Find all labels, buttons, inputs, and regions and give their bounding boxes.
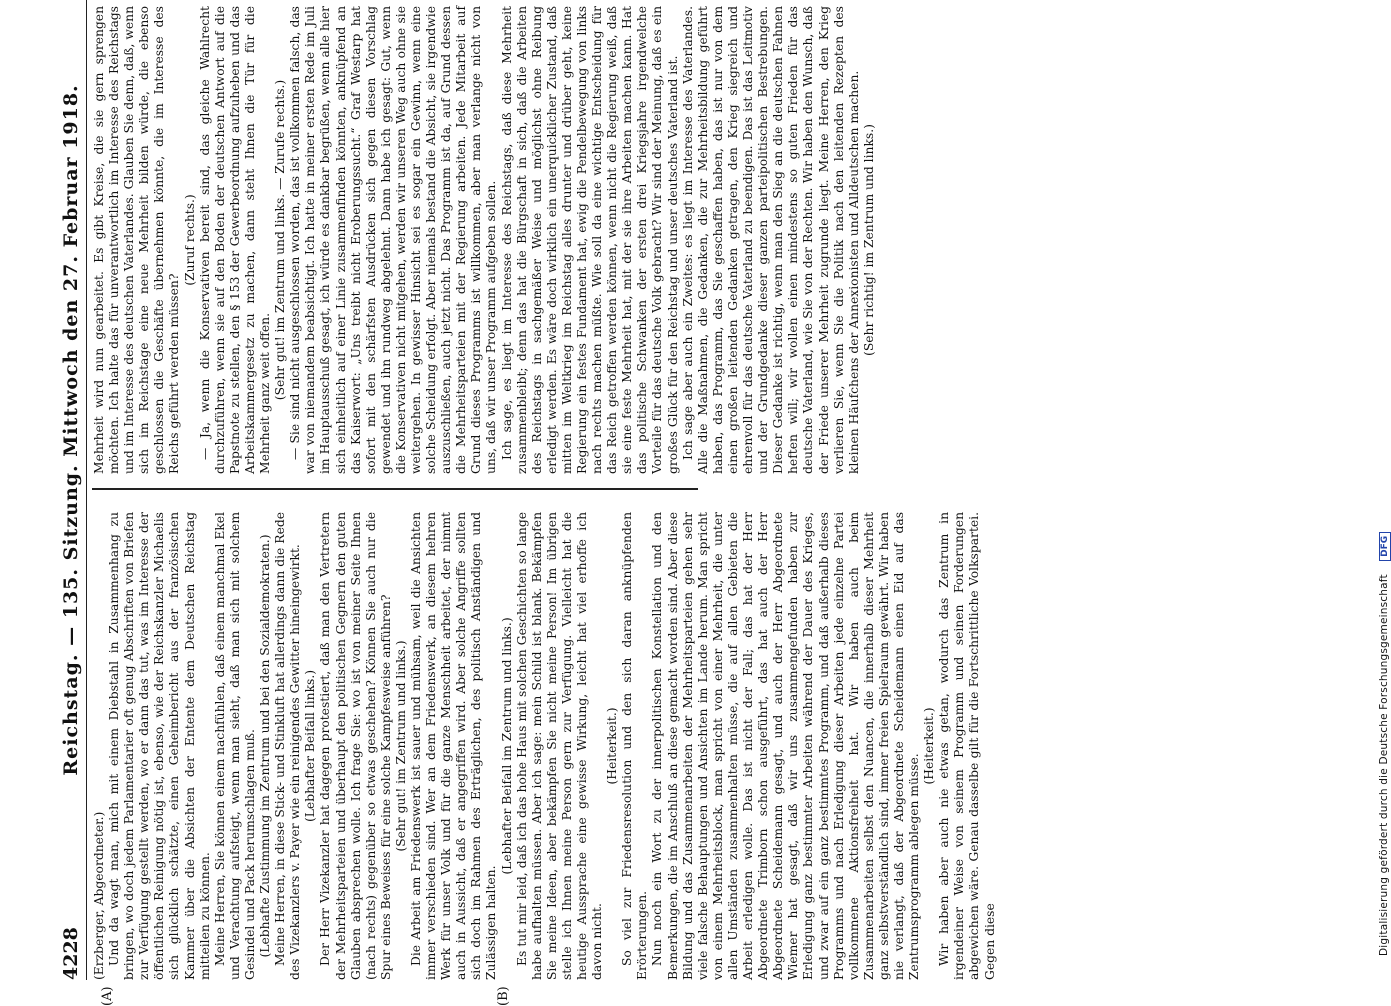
interjection: (Sehr gut! im Zentrum und links. — Zurufe rechts.): [273, 79, 288, 401]
interjection: (Lebhafter Beifall im Zentrum und links.): [499, 617, 514, 875]
left-paragraph: Und da wagt man, mich mit einem Diebstahl in Zusammenhang zu bringen, wo doch jedem Parlamentarier oft genug Abschriften von Briefen zur Verfügung gestellt werden, wo er dann das tut, was im Interesse der öffentlichen Reinigung nötig ist, ebenso, wie der Reichskanzler Michaelis sich glücklich schätzte, einen Geheimbericht aus der französischen Kammer über die Absichten der Entente dem Deutschen Reichstag mitteilen zu können.: [107, 512, 212, 980]
page-number: 4228: [60, 927, 82, 980]
right-paragraph: — Ja, wenn die Konservativen bereit sind, das gleiche Wahlrecht durchzuführen, wenn sie auf den Boden der deutschen Antwort auf die Papstnote zu stellen, den § 153 der Gewerbeordnung aufzuheben und das Arbeitskammergesetz zu machen, dann steht Ihnen die Tür für die Mehrheit ganz weit offen.: [197, 6, 273, 474]
left-paragraph: Die Arbeit am Friedenswerk ist sauer und mühsam, weil die Ansichten immer verschieden sind. Wer an dem Friedenswerk, an diesem hehren Werk für unser Volk und für die ganze Menschheit arbeitet, der nimmt auch in Aussicht, daß er angegriffen wird. Aber solche Angriffe sollten sich doch im Rahmen des Erträglichen, des politisch Anständigen und Zulässigen halten.: [408, 512, 499, 980]
rotated-page: [58, 0, 1318, 1006]
credit-text: Digitalisierung gefördert durch die Deutsche Forschungsgemeinschaft: [1378, 574, 1390, 956]
left-paragraph: So viel zur Friedensresolution und den sich daran anknüpfenden Erörterungen.: [620, 512, 650, 980]
right-paragraph: Ich sage aber auch ein Zweites: es liegt im Interesse des Vaterlandes. Alle die Maßnahmen, die Gedanken, die zur Mehrheitsbildung geführt haben, das Programm, das Sie geschaffen haben, das ist nur von dem einen großen leitenden Gedanken getragen, den Krieg siegreich und ehrenvoll für das deutsche Vaterland zu beendigen. Das ist das Leitmotiv und der Grundgedanke dieser ganzen parteipolitischen Bestrebungen. Dieser Gedanke ist richtig, wenn man den Sieg an die deutschen Fahnen heften will; wir wollen einen mindestens so guten Frieden für das deutsche Vaterland, wie Sie von der Rechten. Wir haben den Wunsch, daß der Friede unserer Mehrheit zugrunde liegt. Meine Herren, den Krieg verlieren Sie, wenn Sie die Politik nach den leitenden Rezepten des kleinen Häufchens der Annexionisten und Alldeutschen machen.: [680, 6, 861, 474]
right-text-column: [92, 6, 876, 474]
dfg-logo: DFG: [1379, 532, 1391, 561]
interjection: (Heiterkeit.): [605, 707, 620, 785]
left-paragraph: Es tut mir leid, daß ich das hohe Haus mit solchen Geschichten so lange habe aufhalten müssen. Aber ich sage: mein Schild ist blank. Bekämpfen Sie meine Ideen, aber bekämpfen Sie nicht meine Person! Im übrigen stelle ich Ihnen meine Person gern zur Verfügung. Vielleicht hat die heutige Aussprache eine gewisse Wirkung, leicht hat viel erhoffe ich davon nicht.: [514, 512, 605, 980]
left-paragraph: Meine Herren, in diese Stick- und Stinkluft hat allerdings dann die Rede des Vizekanzlers v. Payer wie ein reinigendes Gewitter hineingewirkt.: [273, 512, 303, 980]
margin-mark-b: (B): [496, 986, 511, 1006]
left-paragraph: Der Herr Vizekanzler hat dagegen protestiert, daß man den Vertretern der Mehrheitsparteien und überhaupt den politischen Gegnern den guten Glauben absprechen wolle. Ich frage Sie: wo ist von meiner Seite Ihnen (nach rechts) gegenüber so etwas geschehen? Können Sie auch nur die Spur eines Beweises für eine solche Kampfesweise anführen?: [318, 512, 393, 980]
left-paragraph: Nun noch ein Wort zu der innerpolitischen Konstellation und den Bemerkungen, die im Anschluß an diese gemacht worden sind. Aber diese Bildung und das Zusammenarbeiten der Mehrheitsparteien gehen sehr viele falsche Behauptungen und Ansichten im Lande herum. Man spricht von einem Mehrheitsblock, man spricht von einer Mehrheit, die unter allen Umständen zusammenhalten müsse, die auf allen Gebieten die Arbeit erledigen wolle. Das ist nicht der Fall; das hat der Herr Abgeordnete Trimborn schon ausgeführt, das hat auch der Herr Abgeordnete Scheidemann gesagt, und auch der Herr Abgeordnete Wiemer hat gesagt, daß wir uns zusammengefunden haben zur Erledigung ganz bestimmter Arbeiten während der Dauer des Krieges, und zwar auf ein ganz bestimmtes Programm, und daß außerhalb dieses Programms und nach Erledigung dieser Arbeiten jede einzelne Partei vollkommene Aktionsfreiheit hat. Wir haben auch beim Zusammenarbeiten selbst den Nuancen, die innerhalb dieser Mehrheit ganz selbstverständlich sind, immer freien Spielraum gewährt. Wir haben nie verlangt, daß der Abgeordnete Scheidemann einen Eid auf das Zentrumsprogramm ablegen müsse.: [650, 512, 922, 980]
page-header: [58, 0, 87, 980]
interjection: (Sehr gut! im Zentrum und links.): [393, 640, 408, 852]
column-divider: [92, 489, 698, 491]
right-paragraph: Mehrheit wird nun gearbeitet. Es gibt Kreise, die sie gern sprengen möchten. Ich halte das für unverantwortlich im Interesse des Reichstags und im Interesse des deutschen Vaterlandes. Glauben Sie denn, daß, wenn sich im Reichstage eine neue Mehrheit bilden würde, die ebenso geschlossen die Geschäfte übernehmen könnte, die im Interesse des Reichs geführt werden müssen?: [92, 6, 182, 474]
left-paragraph: Wir haben aber auch nie etwas getan, wodurch das Zentrum in irgendeiner Weise von seinem Programm und seinen Forderungen abgewichen wäre. Genau dasselbe gilt für die Fortschrittliche Volkspartei. Gegen diese: [937, 512, 997, 980]
interjection: (Heiterkeit.): [922, 707, 937, 785]
interjection: (Sehr richtig! im Zentrum und links.): [861, 124, 876, 356]
interjection: (Lebhafte Zustimmung im Zentrum und bei den Sozialdemokraten.): [258, 534, 273, 958]
digitization-credit: [1378, 6, 1391, 996]
session-heading: Reichstag. — 135. Sitzung. Mittwoch den 27. Februar 1918.: [60, 84, 82, 776]
left-paragraph: Meine Herren, Sie können einem nachfühlen, daß einem manchmal Ekel und Verachtung aufsteigt, wenn man sieht, daß man sich mit solchem Gesindel und Pack herumschlagen muß.: [212, 512, 257, 980]
speaker-label: (Erzberger, Abgeordneter.): [92, 811, 106, 980]
margin-mark-a: (A): [100, 986, 115, 1006]
interjection: (Lebhafter Beifall links.): [303, 669, 318, 823]
right-paragraph: — Sie sind nicht ausgeschlossen worden, das ist vollkommen falsch, das war von niemandem beabsichtigt. Ich hatte in meiner ersten Rede im Juli im Hauptausschuß gesagt, ich würde es dankbar begrüßen, wenn alle hier sich einheitlich auf einer Linie zusammenfinden könnten, anknüpfend an das Kaiserwort: „Uns treibt nicht Eroberungssucht.“ Graf Westarp hat sofort mit den schärfsten Ausdrücken sich gegen diesen Vorschlag gewendet und ihn rundweg abgelehnt. Dann habe ich gesagt: Gut, wenn die Konservativen nicht mitgehen, werden wir unseren Weg auch ohne sie weitergehen. In gewisser Hinsicht sei es sogar ein Gewinn, wenn eine solche Scheidung erfolgt. Aber niemals bestand die Absicht, sie irgendwie auszuschließen, auch jetzt nicht. Das Programm ist da, auf Grund dessen die Mehrheitsparteien mit der Regierung arbeiten. Jede Mitarbeit auf Grund dieses Programms ist willkommen, aber man verlange nicht von uns, daß wir unser Programm aufgeben sollen.: [288, 6, 499, 474]
interjection: (Zuruf rechts.): [182, 194, 197, 286]
right-paragraph: Ich sage, es liegt im Interesse des Reichstags, daß diese Mehrheit zusammenbleibt; denn das hat die Bürgschaft in sich, daß die Arbeiten des Reichstags in sachgemäßer Weise und möglichst ohne Reibung erledigt werden. Es wäre doch wirklich ein unerquicklicher Zustand, daß mitten im Weltkrieg im Reichstag alles drunter und drüber geht, keine Regierung ein festes Fundament hat, ewig die Pendelbewegung von links nach rechts machen müßte. Wie soll da eine wichtige Entscheidung für das Reich getroffen werden können, wenn nicht die Regierung weiß, daß sie eine feste Mehrheit hat, mit der sie ihre Arbeiten machen kann. Hat das politische Schwanken der ersten drei Kriegsjahre irgendwelche Vorteile für das deutsche Volk gebracht? Wir sind der Meinung, daß es ein großes Glück für den Reichstag und unser deutsches Vaterland ist.: [499, 6, 680, 474]
left-text-column: [92, 512, 997, 980]
